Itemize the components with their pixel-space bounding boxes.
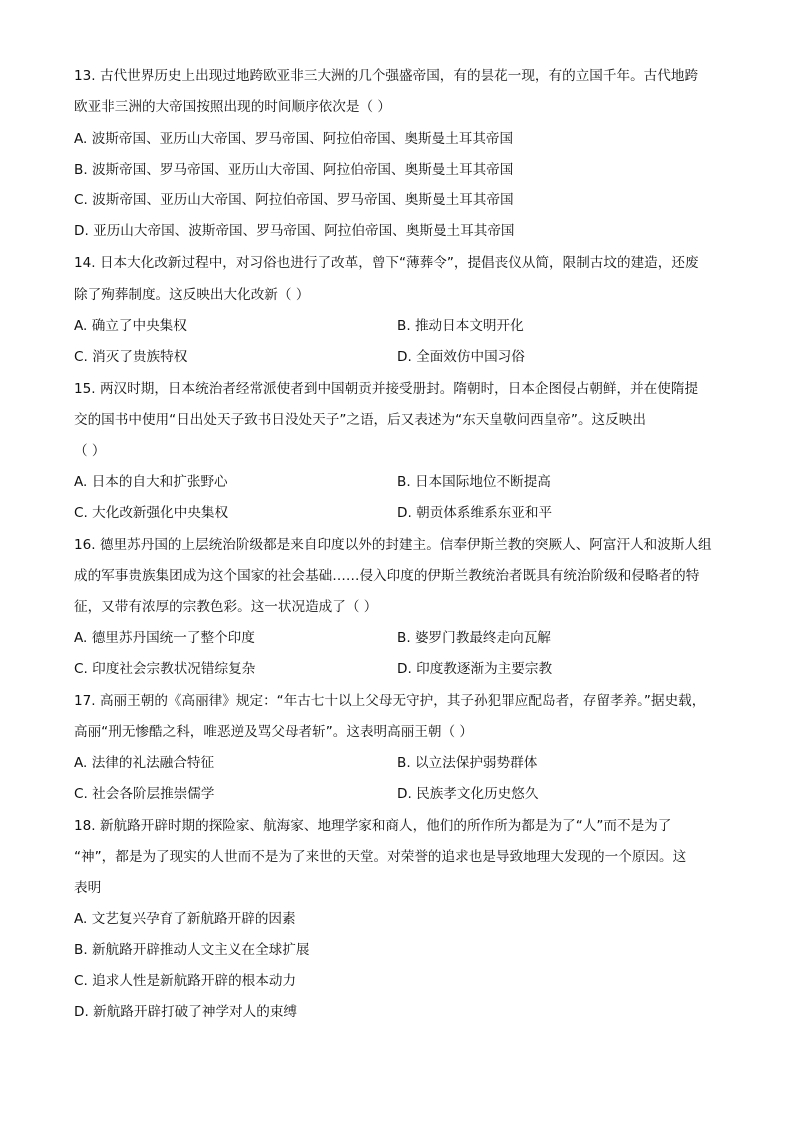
question-13-stem-line-2: 欧亚非三洲的大帝国按照出现的时间顺序依次是（ ）	[74, 99, 391, 115]
question-14-option-d: D. 全面效仿中国习俗	[397, 349, 525, 365]
question-15-option-b: B. 日本国际地位不断提高	[397, 474, 551, 490]
question-13-option-d: D. 亚历山大帝国、波斯帝国、罗马帝国、阿拉伯帝国、奥斯曼土耳其帝国	[74, 223, 515, 239]
question-17-option-a: A. 法律的礼法融合特征	[74, 755, 215, 771]
question-16-stem-line-1: 16. 德里苏丹国的上层统治阶级都是来自印度以外的封建主。信奉伊斯兰教的突厥人、阿富汗人和波斯人组	[74, 537, 712, 553]
question-16-option-d: D. 印度教逐渐为主要宗教	[397, 661, 553, 677]
question-13-option-c: C. 波斯帝国、亚历山大帝国、阿拉伯帝国、罗马帝国、奥斯曼土耳其帝国	[74, 192, 514, 208]
question-14-option-c: C. 消灭了贵族特权	[74, 349, 188, 365]
question-16-option-c: C. 印度社会宗教状况错综复杂	[74, 661, 256, 677]
question-13-option-b: B. 波斯帝国、罗马帝国、亚历山大帝国、阿拉伯帝国、奥斯曼土耳其帝国	[74, 162, 514, 178]
question-15-stem-line-3: （ ）	[74, 443, 106, 459]
question-15-option-a: A. 日本的自大和扩张野心	[74, 474, 228, 490]
question-13-option-a: A. 波斯帝国、亚历山大帝国、罗马帝国、阿拉伯帝国、奥斯曼土耳其帝国	[74, 131, 514, 147]
question-18-option-c: C. 追求人性是新航路开辟的根本动力	[74, 973, 297, 989]
question-18-option-a: A. 文艺复兴孕育了新航路开辟的因素	[74, 911, 296, 927]
question-16-stem-line-3: 征，又带有浓厚的宗教色彩。这一状况造成了（ ）	[74, 599, 378, 615]
question-13-stem-line-1: 13. 古代世界历史上出现过地跨欧亚非三大洲的几个强盛帝国，有的昙花一现，有的立国千年。古代地跨	[74, 68, 699, 84]
question-15-stem-line-2: 交的国书中使用“日出处天子致书日没处天子”之语，后又表述为“东天皇敬问西皇帝”。这反映出	[74, 412, 646, 428]
question-18-stem-line-2: “神”，都是为了现实的人世而不是为了来世的天堂。对荣誉的追求也是导致地理大发现的一个原因。这	[74, 849, 687, 865]
question-14-stem-line-2: 除了殉葬制度。这反映出大化改新（ ）	[74, 287, 310, 303]
question-14-stem-line-1: 14. 日本大化改新过程中，对习俗也进行了改革，曾下“薄葬令”，提倡丧仪从简，限制古坟的建造，还废	[74, 255, 699, 271]
question-18-stem-line-3: 表明	[74, 880, 102, 896]
question-14-option-b: B. 推动日本文明开化	[397, 318, 524, 334]
question-18-option-b: B. 新航路开辟推动人文主义在全球扩展	[74, 942, 310, 958]
question-17-option-c: C. 社会各阶层推崇儒学	[74, 786, 215, 802]
question-17-option-d: D. 民族孝文化历史悠久	[397, 786, 539, 802]
question-15-stem-line-1: 15. 两汉时期，日本统治者经常派使者到中国朝贡并接受册封。隋朝时，日本企图侵占朝鲜，并在使隋提	[74, 381, 699, 397]
question-16-option-b: B. 婆罗门教最终走向瓦解	[397, 630, 551, 646]
question-16-stem-line-2: 成的军事贵族集团成为这个国家的社会基础……侵入印度的伊斯兰教统治者既具有统治阶级和侵略者的特	[74, 568, 700, 584]
question-15-option-c: C. 大化改新强化中央集权	[74, 505, 229, 521]
question-18-option-d: D. 新航路开辟打破了神学对人的束缚	[74, 1004, 298, 1020]
question-17-option-b: B. 以立法保护弱势群体	[397, 755, 538, 771]
question-16-option-a: A. 德里苏丹国统一了整个印度	[74, 630, 255, 646]
question-18-stem-line-1: 18. 新航路开辟时期的探险家、航海家、地理学家和商人，他们的所作所为都是为了“人”而不是为了	[74, 818, 672, 834]
question-15-option-d: D. 朝贡体系维系东亚和平	[397, 505, 553, 521]
question-17-stem-line-1: 17. 高丽王朝的《高丽律》规定：“年古七十以上父母无守护，其子孙犯罪应配岛者，存留孝养。”据史载，	[74, 693, 706, 709]
question-17-stem-line-2: 高丽“刑无惨酷之科，唯恶逆及骂父母者斩”。这表明高丽王朝（ ）	[74, 724, 474, 740]
question-14-option-a: A. 确立了中央集权	[74, 318, 187, 334]
